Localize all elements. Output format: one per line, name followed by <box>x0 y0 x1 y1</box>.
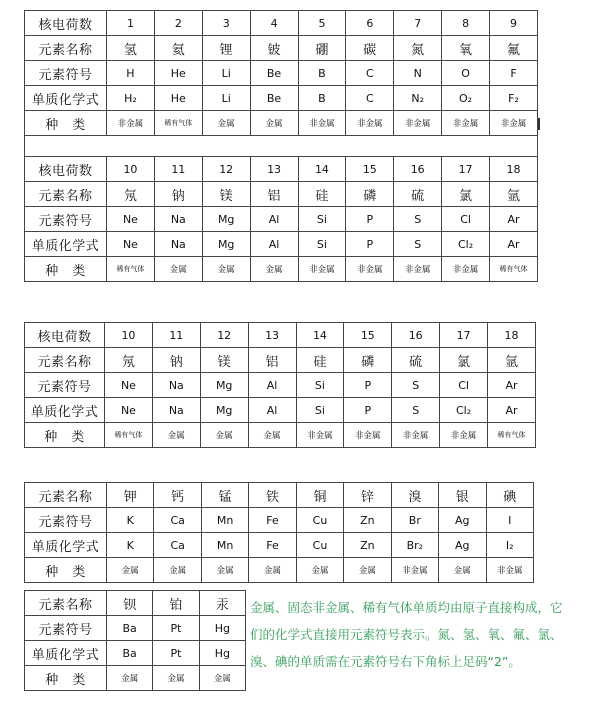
table-cell: 非金属 <box>391 558 438 583</box>
table-cell: Li <box>202 61 250 86</box>
table-cell: 非金属 <box>486 558 534 583</box>
element-table-4 <box>24 590 246 691</box>
table-cell: 氖 <box>105 348 153 373</box>
table-cell: 铁 <box>249 483 296 508</box>
table-cell: Cl₂ <box>442 232 490 257</box>
table-cell: 稀有气体 <box>488 423 536 448</box>
separator-cell <box>25 136 538 157</box>
table-cell: S <box>394 207 442 232</box>
table-cell: 硅 <box>298 182 346 207</box>
row-header: 元素符号 <box>25 207 107 232</box>
table-cell: 金属 <box>202 111 250 136</box>
table-row <box>25 232 538 257</box>
table-cell: Pt <box>153 616 199 641</box>
table-cell: 13 <box>250 157 298 182</box>
table-cell: Ba <box>107 616 153 641</box>
table-cell: 稀有气体 <box>490 257 538 282</box>
table-cell: Mg <box>202 207 250 232</box>
table-row <box>25 111 538 136</box>
table-cell: Mn <box>201 508 248 533</box>
table-cell: 6 <box>346 11 394 36</box>
table-cell: P <box>346 232 394 257</box>
table-cell: 磷 <box>346 182 394 207</box>
table-cell: 15 <box>346 157 394 182</box>
table-cell: 铍 <box>250 36 298 61</box>
row-header: 单质化学式 <box>25 533 107 558</box>
table-cell: N₂ <box>394 86 442 111</box>
row-header: 元素名称 <box>25 182 107 207</box>
table-cell: Ca <box>154 508 201 533</box>
table-cell: 碘 <box>486 483 534 508</box>
table-row <box>25 558 534 583</box>
table-cell: 16 <box>394 157 442 182</box>
table-cell: 铂 <box>153 591 199 616</box>
table-cell: N <box>394 61 442 86</box>
table-cell: Mn <box>201 533 248 558</box>
table-cell: 镁 <box>202 182 250 207</box>
table-cell: B <box>298 61 346 86</box>
table-cell: 5 <box>298 11 346 36</box>
table-cell: Hg <box>199 616 245 641</box>
table-cell: 金属 <box>250 111 298 136</box>
row-header: 种 类 <box>25 423 105 448</box>
table-cell: P <box>344 398 392 423</box>
table-cell: Ne <box>105 398 153 423</box>
table-cell: 钡 <box>107 591 153 616</box>
table-cell: Cu <box>296 533 343 558</box>
table-cell: Ne <box>107 232 155 257</box>
element-table-3 <box>24 482 534 583</box>
table-cell: 氩 <box>488 348 536 373</box>
table-cell: 金属 <box>153 666 199 691</box>
table-row <box>25 641 246 666</box>
element-table-2 <box>24 322 536 448</box>
table-row <box>25 257 538 282</box>
table-cell: Cl <box>442 207 490 232</box>
table-row <box>25 533 534 558</box>
table-cell: 钠 <box>154 182 202 207</box>
table-cell: 8 <box>442 11 490 36</box>
table-cell: 氦 <box>154 36 202 61</box>
table-cell: 非金属 <box>298 111 346 136</box>
table-row <box>25 323 536 348</box>
table-cell: 氯 <box>442 182 490 207</box>
row-header: 种 类 <box>25 666 107 691</box>
table-cell: Al <box>250 207 298 232</box>
table-cell: 11 <box>154 157 202 182</box>
table-cell: 非金属 <box>107 111 155 136</box>
table-cell: Na <box>154 207 202 232</box>
row-header: 元素名称 <box>25 348 105 373</box>
table-cell: 钙 <box>154 483 201 508</box>
table-cell: B <box>298 86 346 111</box>
table-cell: Si <box>298 232 346 257</box>
table-cell: Fe <box>249 533 296 558</box>
table-cell: Cu <box>296 508 343 533</box>
table-cell: 金属 <box>344 558 391 583</box>
table-row <box>25 157 538 182</box>
row-header: 元素名称 <box>25 36 107 61</box>
table-row <box>25 36 538 61</box>
separator-row <box>25 136 538 157</box>
table-cell: C <box>346 86 394 111</box>
table-cell: 非金属 <box>440 423 488 448</box>
table-cell: Ar <box>488 373 536 398</box>
table-cell: Be <box>250 61 298 86</box>
table-cell: Cl <box>440 373 488 398</box>
table-cell: 稀有气体 <box>105 423 153 448</box>
table-cell: I <box>486 508 534 533</box>
table-cell: 非金属 <box>298 257 346 282</box>
table-cell: 金属 <box>107 666 153 691</box>
table-row <box>25 182 538 207</box>
table-cell: 10 <box>107 157 155 182</box>
table-cell: 金属 <box>152 423 200 448</box>
table-cell: S <box>392 398 440 423</box>
table-cell: I₂ <box>486 533 534 558</box>
table-cell: 氖 <box>107 182 155 207</box>
row-header: 单质化学式 <box>25 232 107 257</box>
table-cell: 9 <box>490 11 538 36</box>
table-cell: Ag <box>439 533 486 558</box>
table-cell: 金属 <box>154 257 202 282</box>
table-row <box>25 666 246 691</box>
table-cell: 稀有气体 <box>107 257 155 282</box>
table-cell: Br₂ <box>391 533 438 558</box>
table-cell: Pt <box>153 641 199 666</box>
table-cell: Si <box>296 398 344 423</box>
table-cell: 银 <box>439 483 486 508</box>
row-header: 元素符号 <box>25 616 107 641</box>
table-cell: Mg <box>200 373 248 398</box>
table-cell: Na <box>154 232 202 257</box>
table-cell: 氟 <box>490 36 538 61</box>
table-cell: 非金属 <box>490 111 538 136</box>
table-cell: 金属 <box>250 257 298 282</box>
table-cell: O₂ <box>442 86 490 111</box>
table-cell: 硫 <box>394 182 442 207</box>
row-header: 元素名称 <box>25 483 107 508</box>
table-cell: 金属 <box>249 558 296 583</box>
row-header: 单质化学式 <box>25 86 107 111</box>
table-row <box>25 373 536 398</box>
table-cell: Al <box>248 398 296 423</box>
element-table-1 <box>24 10 538 282</box>
table-row <box>25 508 534 533</box>
table-row <box>25 61 538 86</box>
table-cell: 汞 <box>199 591 245 616</box>
table-cell: Fe <box>249 508 296 533</box>
row-header: 种 类 <box>25 558 107 583</box>
table-row <box>25 591 246 616</box>
row-header: 元素名称 <box>25 591 107 616</box>
table-cell: S <box>392 373 440 398</box>
table-row <box>25 207 538 232</box>
table-cell: 12 <box>202 157 250 182</box>
table-cell: 14 <box>298 157 346 182</box>
table-cell: Ne <box>107 207 155 232</box>
table-cell: Zn <box>344 508 391 533</box>
table-cell: 硼 <box>298 36 346 61</box>
table-cell: Br <box>391 508 438 533</box>
table-cell: Ar <box>490 207 538 232</box>
table-cell: 非金属 <box>392 423 440 448</box>
table-cell: Ba <box>107 641 153 666</box>
table-cell: 氧 <box>442 36 490 61</box>
table-cell: Na <box>152 373 200 398</box>
table-cell: 非金属 <box>296 423 344 448</box>
table-row <box>25 348 536 373</box>
table-cell: Zn <box>344 533 391 558</box>
table-cell: Li <box>202 86 250 111</box>
table-row <box>25 11 538 36</box>
row-header: 元素符号 <box>25 373 105 398</box>
table-cell: Si <box>298 207 346 232</box>
table-cell: Hg <box>199 641 245 666</box>
table-cell: Ca <box>154 533 201 558</box>
table-cell: P <box>346 207 394 232</box>
table-row <box>25 86 538 111</box>
table-cell: K <box>107 508 154 533</box>
table-cell: 12 <box>200 323 248 348</box>
table-cell: 16 <box>392 323 440 348</box>
table-cell: 硅 <box>296 348 344 373</box>
row-header: 种 类 <box>25 111 107 136</box>
table-cell: Si <box>296 373 344 398</box>
table-cell: S <box>394 232 442 257</box>
table-cell: Mg <box>202 232 250 257</box>
table-cell: 非金属 <box>344 423 392 448</box>
table-cell: 非金属 <box>394 257 442 282</box>
table-cell: 非金属 <box>346 111 394 136</box>
table-cell: 金属 <box>439 558 486 583</box>
row-header: 核电荷数 <box>25 157 107 182</box>
table-cell: 金属 <box>199 666 245 691</box>
table-cell: He <box>154 86 202 111</box>
table-cell: 7 <box>394 11 442 36</box>
row-header: 元素符号 <box>25 61 107 86</box>
table-cell: 镁 <box>200 348 248 373</box>
row-header: 核电荷数 <box>25 11 107 36</box>
table-cell: 氢 <box>107 36 155 61</box>
table-cell: 磷 <box>344 348 392 373</box>
table-row <box>25 423 536 448</box>
table-cell: 钠 <box>152 348 200 373</box>
row-header: 核电荷数 <box>25 323 105 348</box>
table-cell: 2 <box>154 11 202 36</box>
table-row <box>25 616 246 641</box>
table-cell: 氯 <box>440 348 488 373</box>
table-cell: 18 <box>490 157 538 182</box>
explanation-note: 金属、固态非金属、稀有气体单质均由原子直接构成，它们的化学式直接用元素符号表示。氮、氢、氧、氟、氯、溴、碘的单质需在元素符号右下角标上足码“2”。 <box>250 600 563 669</box>
table-cell: Ar <box>490 232 538 257</box>
cursor-mark <box>538 118 540 130</box>
table-cell: 金属 <box>248 423 296 448</box>
table-cell: Ag <box>439 508 486 533</box>
table-cell: F₂ <box>490 86 538 111</box>
table-cell: 14 <box>296 323 344 348</box>
table-cell: He <box>154 61 202 86</box>
table-cell: 4 <box>250 11 298 36</box>
table-cell: 金属 <box>201 558 248 583</box>
table-cell: 非金属 <box>442 111 490 136</box>
table-cell: 金属 <box>107 558 154 583</box>
table-cell: 17 <box>440 323 488 348</box>
table-cell: 非金属 <box>442 257 490 282</box>
table-cell: 铝 <box>250 182 298 207</box>
table-cell: 稀有气体 <box>154 111 202 136</box>
table-cell: H <box>107 61 155 86</box>
table-row <box>25 483 534 508</box>
table-cell: 碳 <box>346 36 394 61</box>
table-row <box>25 398 536 423</box>
row-header: 单质化学式 <box>25 398 105 423</box>
table-cell: Be <box>250 86 298 111</box>
table-cell: 金属 <box>202 257 250 282</box>
table-cell: 金属 <box>296 558 343 583</box>
table-cell: 氮 <box>394 36 442 61</box>
table-cell: Ar <box>488 398 536 423</box>
table-cell: 17 <box>442 157 490 182</box>
table-cell: 锂 <box>202 36 250 61</box>
row-header: 单质化学式 <box>25 641 107 666</box>
table-cell: 锌 <box>344 483 391 508</box>
row-header: 元素符号 <box>25 508 107 533</box>
table-cell: H₂ <box>107 86 155 111</box>
table-cell: 硫 <box>392 348 440 373</box>
table-cell: 3 <box>202 11 250 36</box>
table-cell: 10 <box>105 323 153 348</box>
table-cell: 氩 <box>490 182 538 207</box>
table-cell: 锰 <box>201 483 248 508</box>
table-cell: Al <box>248 373 296 398</box>
row-header: 种 类 <box>25 257 107 282</box>
table-cell: 金属 <box>154 558 201 583</box>
table-cell: C <box>346 61 394 86</box>
table-cell: 18 <box>488 323 536 348</box>
table-cell: Ne <box>105 373 153 398</box>
table-cell: 钾 <box>107 483 154 508</box>
table-cell: Na <box>152 398 200 423</box>
table-cell: 铝 <box>248 348 296 373</box>
table-cell: 13 <box>248 323 296 348</box>
table-cell: O <box>442 61 490 86</box>
table-cell: K <box>107 533 154 558</box>
table-cell: 非金属 <box>394 111 442 136</box>
table-cell: Cl₂ <box>440 398 488 423</box>
table-cell: 1 <box>107 11 155 36</box>
table-cell: 铜 <box>296 483 343 508</box>
table-cell: F <box>490 61 538 86</box>
table-cell: 非金属 <box>346 257 394 282</box>
table-cell: P <box>344 373 392 398</box>
table-cell: 溴 <box>391 483 438 508</box>
table-cell: Mg <box>200 398 248 423</box>
table-cell: 15 <box>344 323 392 348</box>
table-cell: 11 <box>152 323 200 348</box>
table-cell: Al <box>250 232 298 257</box>
table-cell: 金属 <box>200 423 248 448</box>
